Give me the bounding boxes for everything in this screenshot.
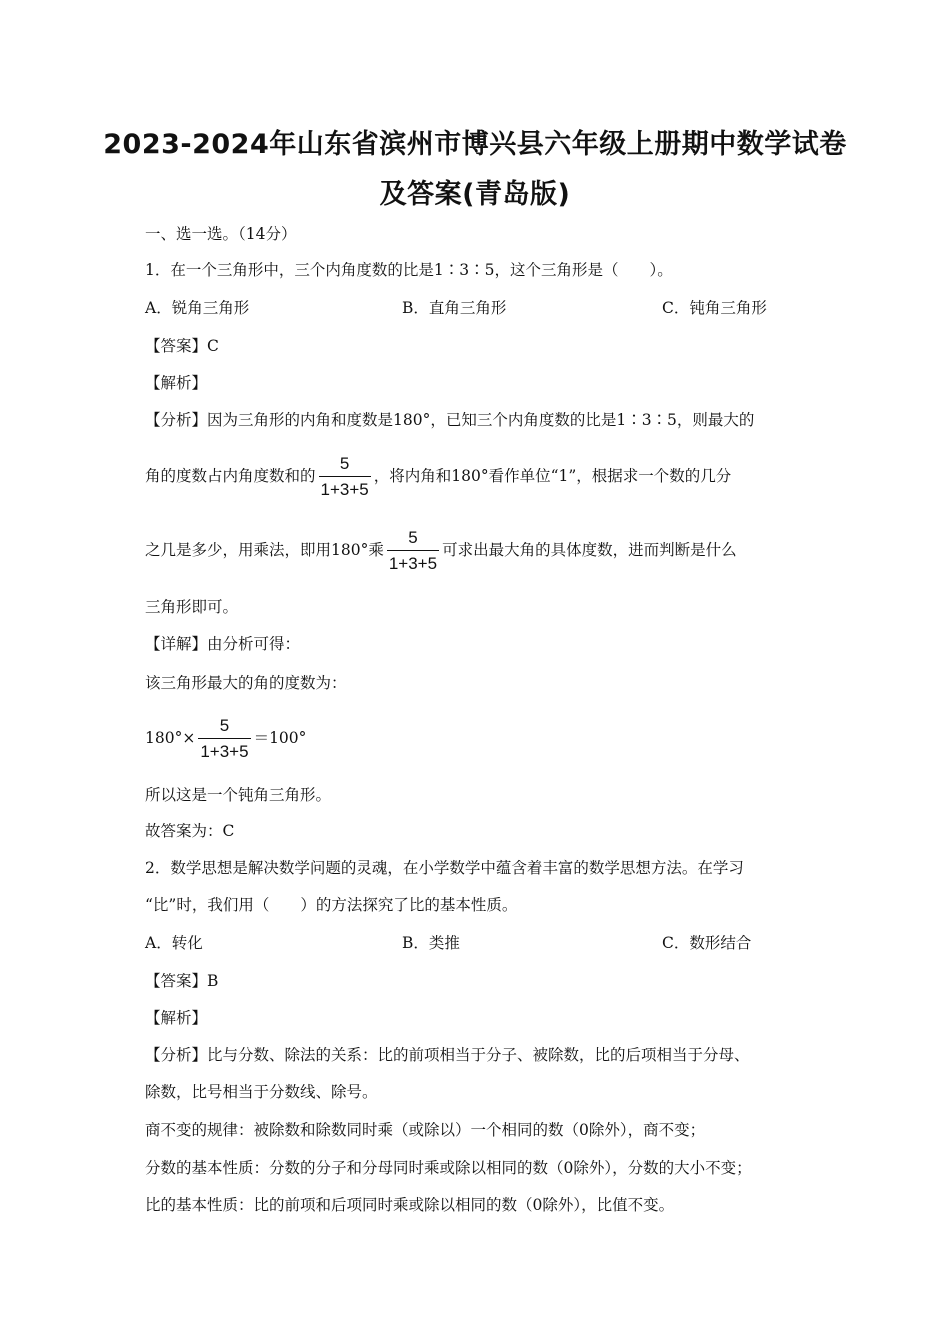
q1-analysis-line-2-text-b: ，将内角和180°看作单位“1”，根据求一个数的几分 xyxy=(373,467,732,485)
q1-stem: 1．在一个三角形中，三个内角度数的比是1∶3∶5，这个三角形是（ ）。 xyxy=(145,261,673,279)
q1-detail-line-2: 该三角形最大的角的度数为： xyxy=(145,674,347,692)
q1-analysis-line-2-text-a: 角的度数占内角度数和的 xyxy=(145,467,316,485)
fraction-denominator: 1+3+5 xyxy=(387,550,439,574)
q2-option-c: C．数形结合 xyxy=(662,934,752,952)
q1-option-c: C．钝角三角形 xyxy=(662,299,767,317)
fraction-denominator: 1+3+5 xyxy=(319,476,371,500)
fraction-5-over-1-3-5 xyxy=(198,716,250,762)
q1-analysis-line-3 xyxy=(145,525,737,575)
q1-answer: 【答案】C xyxy=(145,337,219,355)
q1-analysis-label: 【解析】 xyxy=(145,374,208,392)
q2-option-a: A．转化 xyxy=(145,934,203,952)
q1-calculation xyxy=(145,713,306,763)
fraction-5-over-1-3-5 xyxy=(387,528,439,574)
q1-analysis-line-1: 【分析】因为三角形的内角和度数是180°，已知三个内角度数的比是1∶3∶5，则最大的 xyxy=(145,411,755,429)
fraction-numerator: 5 xyxy=(219,716,230,735)
q1-detail-line-1: 【详解】由分析可得： xyxy=(145,635,301,653)
fraction-numerator: 5 xyxy=(339,454,350,473)
q2-analysis-line-1: 【分析】比与分数、除法的关系：比的前项相当于分子、被除数，比的后项相当于分母、 xyxy=(145,1046,750,1064)
fraction-denominator: 1+3+5 xyxy=(198,738,250,762)
q1-analysis-line-3-text-b: 可求出最大角的具体度数，进而判断是什么 xyxy=(442,541,737,559)
q2-analysis-label: 【解析】 xyxy=(145,1009,208,1027)
section-heading: 一、选一选。（14分） xyxy=(145,225,297,243)
fraction-numerator: 5 xyxy=(408,528,418,547)
q1-option-a: A．锐角三角形 xyxy=(145,299,250,317)
q2-option-b: B．类推 xyxy=(402,934,460,952)
q1-analysis-line-4: 三角形即可。 xyxy=(145,598,239,616)
q2-stem-line-2: “比”时，我们用（ ）的方法探究了比的基本性质。 xyxy=(145,896,518,914)
document-title-line-1: 2023-2024年山东省滨州市博兴县六年级上册期中数学试卷 xyxy=(103,129,847,160)
q1-analysis-line-2 xyxy=(145,451,731,501)
q2-rule-fraction: 分数的基本性质：分数的分子和分母同时乘或除以相同的数（0除外），分数的大小不变； xyxy=(145,1159,752,1177)
q2-stem-line-1: 2．数学思想是解决数学问题的灵魂，在小学数学中蕴含着丰富的数学思想方法。在学习 xyxy=(145,859,744,877)
q1-calculation-text-a: 180°× xyxy=(145,729,196,747)
q1-analysis-line-3-text-a: 之几是多少，用乘法，即用180°乘 xyxy=(145,541,384,559)
q1-conclusion: 所以这是一个钝角三角形。 xyxy=(145,786,332,804)
q1-calculation-text-b: ＝100° xyxy=(253,729,307,747)
q2-rule-ratio: 比的基本性质：比的前项和后项同时乘或除以相同的数（0除外），比值不变。 xyxy=(145,1196,675,1214)
q2-rule-quotient: 商不变的规律：被除数和除数同时乘（或除以）一个相同的数（0除外），商不变； xyxy=(145,1121,706,1139)
q2-analysis-line-2: 除数，比号相当于分数线、除号。 xyxy=(145,1083,378,1101)
document-title-line-2: 及答案(青岛版) xyxy=(379,179,571,210)
q1-option-b: B．直角三角形 xyxy=(402,299,507,317)
fraction-5-over-1-3-5 xyxy=(319,454,371,500)
q2-answer: 【答案】B xyxy=(145,972,219,990)
q1-final-answer: 故答案为：C xyxy=(145,822,235,840)
